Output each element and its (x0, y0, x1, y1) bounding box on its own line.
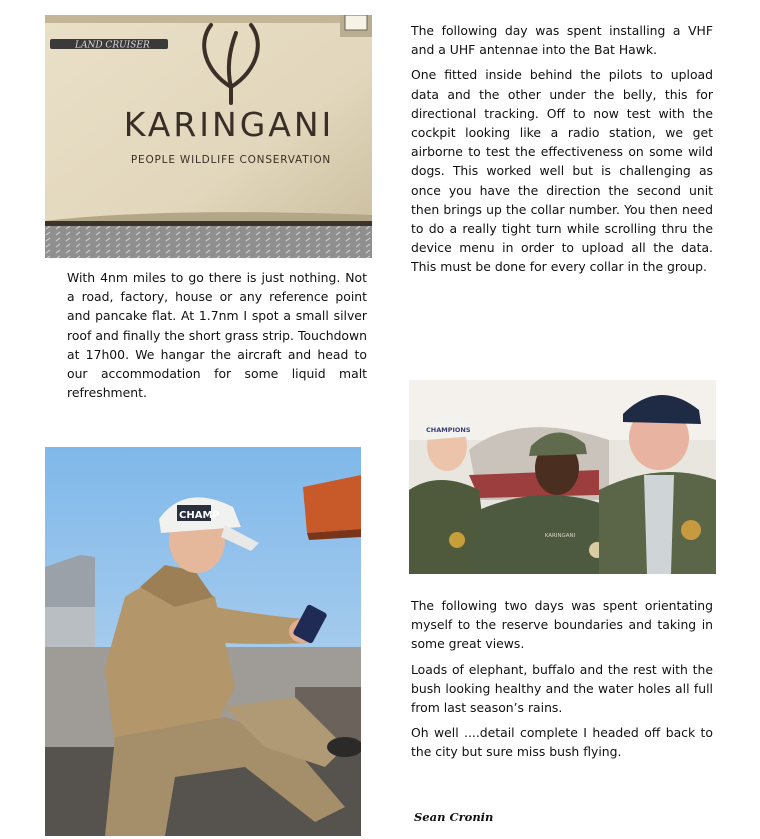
paragraph-antennae: The following day was spent installing a VHF and a UHF antennae into the Bat Hawk. (411, 23, 713, 58)
shirt-text-karingani: KARINGANI (544, 533, 576, 539)
paragraph-wildlife: Loads of elephant, buffalo and the rest with the bush looking healthy and the water holes all full from last season’s rains. (411, 661, 713, 716)
left-column (67, 268, 367, 408)
right-column-top (411, 21, 713, 283)
pilot-tablet-photo (45, 447, 361, 836)
karingani-logo-photo (45, 15, 372, 258)
karingani-wordmark: KARINGANI (123, 105, 335, 144)
paragraph-arrival: With 4nm miles to go there is just nothing. Not a road, factory, house or any reference point and pancake flat. At 1.7nm I spot a small silver roof and finally the short grass strip. Touchdown at 17h00. We hangar the aircraft and head to our accommodation for some liquid malt refreshment. (67, 270, 367, 401)
right-column-bottom (411, 596, 713, 768)
paragraph-closing: Oh well ....detail complete I headed off back to the city but sure miss bush flying. (411, 725, 713, 760)
land-cruiser-badge: LAND CRUISER (75, 40, 150, 51)
cap-text-pilot: CHAMP (179, 510, 220, 521)
cap-text-champions: CHAMPIONS (426, 426, 471, 434)
paragraph-orientation: The following two days was spent orientating myself to the reserve boundaries and taking in some great views. (411, 598, 713, 652)
author-signature: Sean Cronin (414, 810, 494, 824)
group-photo (409, 380, 716, 574)
paragraph-testing: One fitted inside behind the pilots to upload data and the other under the belly, this for directional tracking. Off to now test with the cockpit looking like a radio station, we get airborne to test the effectiveness on some wild dogs. This worked well but is challenging as once you have the direction the second unit then brings up the collar number. You then need to do a really tight turn while scrolling thru the device menu in order to upload all the data. This must be done for every collar in the group. (411, 67, 713, 275)
karingani-tagline: PEOPLE WILDLIFE CONSERVATION (130, 154, 332, 166)
